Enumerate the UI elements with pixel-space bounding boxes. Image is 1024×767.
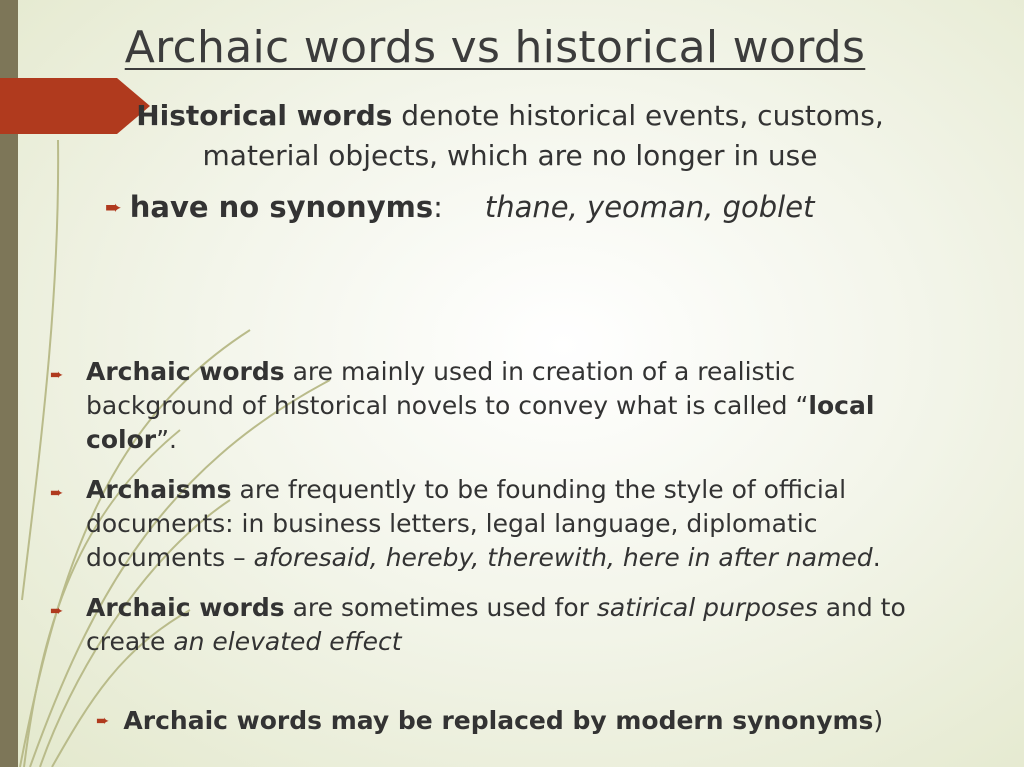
list-item [50, 591, 950, 659]
arrow-bullet-icon: ➨ [50, 365, 64, 384]
arrow-bullet-icon: ➨ [50, 601, 64, 620]
definition-text-line1: denote historical events, customs, [392, 99, 884, 132]
arrow-bullet-icon: ➨ [96, 711, 110, 730]
list-item [50, 473, 950, 575]
bullet-text: and to create [86, 593, 906, 656]
arrow-bullet-icon: ➨ [50, 483, 64, 502]
definition-term: Historical words [136, 99, 393, 132]
top-bullet-colon: : [433, 190, 443, 224]
top-bullet-keyword: have no synonyms [129, 190, 434, 224]
bullet-text: . [872, 543, 881, 572]
definition-block [60, 96, 960, 176]
bullet-text: ”. [156, 425, 177, 454]
top-bullet [105, 190, 814, 224]
bullet-text: are frequently to be founding the style of official documents: in business letters, legal language, diplomatic documents – [86, 475, 847, 572]
sub-bullet-text: Archaic words may be replaced by modern synonyms [123, 706, 874, 735]
bullet-term: Archaisms [86, 475, 232, 504]
bullet-term: Archaic words [86, 357, 285, 386]
definition-text-line2: material objects, which are no longer in use [202, 139, 818, 172]
bullet-term: Archaic words [86, 593, 285, 622]
list-item [50, 355, 950, 457]
slide-title: Archaic words vs historical words [124, 22, 866, 73]
bullet-text: are sometimes used for [284, 593, 597, 622]
sub-bullet-tail: ) [873, 706, 884, 735]
top-bullet-examples: thane, yeoman, goblet [484, 190, 815, 224]
arrow-bullet-icon: ➨ [105, 195, 122, 219]
bullet-italic: an elevated effect [173, 627, 402, 656]
bullet-italic: satirical purposes [596, 593, 818, 622]
bullet-examples: aforesaid, hereby, therewith, here in after named [253, 543, 873, 572]
bullet-text: are mainly used in creation of a realistic background of historical novels to convey what is called “ [86, 357, 809, 420]
bullet-term: local color [86, 391, 875, 454]
sub-bullet [96, 706, 883, 735]
bullet-list [50, 355, 950, 675]
